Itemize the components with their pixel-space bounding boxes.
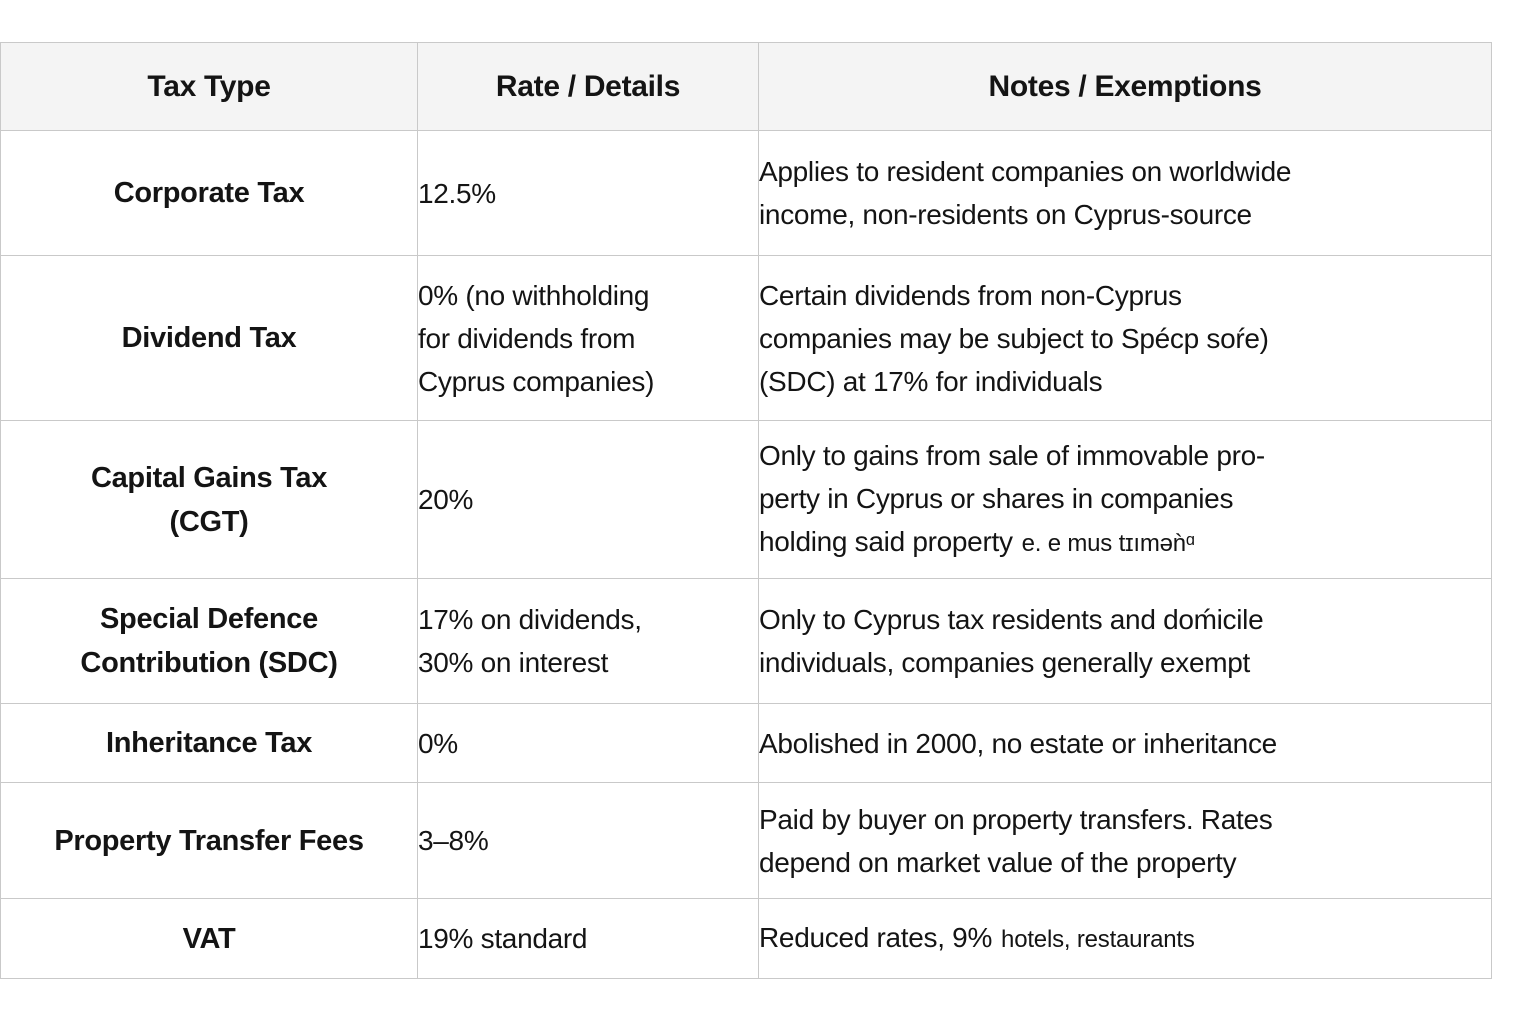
notes-tail-text: holding said property (759, 526, 1013, 557)
rate-cell: 0% (418, 704, 759, 783)
table-row-vat (1, 899, 1492, 979)
notes-cell: Only to gains from sale of immovable pro- perty in Cyprus or shares in companies holding said property e. e mus tɪımǝǹᵅ (759, 421, 1492, 579)
rate-cell: 17% on dividends, 30% on interest (418, 579, 759, 704)
table-row-inheritance-tax (1, 704, 1492, 783)
table-row-property-transfer-fees (1, 783, 1492, 899)
tax-type-cell: Dividend Tax (1, 256, 418, 421)
col-header-tax-type: Tax Type (1, 43, 418, 131)
notes-cell (759, 899, 1492, 979)
tax-type-cell: Special Defence Contribution (SDC) (1, 579, 418, 704)
rate-cell: 12.5% (418, 131, 759, 256)
rate-cell: 19% standard (418, 899, 759, 979)
table-row-capital-gains-tax (1, 421, 1492, 579)
table-row-dividend-tax (1, 256, 1492, 421)
rate-cell: 3–8% (418, 783, 759, 899)
rate-cell: 20% (418, 421, 759, 579)
tax-type-cell: Property Transfer Fees (1, 783, 418, 899)
notes-cell: Only to Cyprus tax residents and doḿicile individuals, companies generally exempt (759, 579, 1492, 704)
header-row (1, 43, 1492, 131)
notes-small-text: hotels, restaurants (1001, 926, 1195, 953)
tax-table (0, 42, 1492, 979)
col-header-notes-exemptions: Notes / Exemptions (759, 43, 1492, 131)
notes-cell: Paid by buyer on property transfers. Rates depend on market value of the property (759, 783, 1492, 899)
notes-cell: Certain dividends from non-Cyprus companies may be subject to Spécp soŕe) (SDC) at 17% for individuals (759, 256, 1492, 421)
table-row-special-defence-contribution (1, 579, 1492, 704)
notes-cell: Applies to resident companies on worldwide income, non-residents on Cyprus-source (759, 131, 1492, 256)
tax-type-cell: Corporate Tax (1, 131, 418, 256)
col-header-rate-details: Rate / Details (418, 43, 759, 131)
tax-type-cell: Inheritance Tax (1, 704, 418, 783)
tax-type-cell: Capital Gains Tax (CGT) (1, 421, 418, 579)
table-row-corporate-tax (1, 131, 1492, 256)
notes-cell: Abolished in 2000, no estate or inheritance (759, 704, 1492, 783)
notes-tail-small-text: e. e mus tɪımǝǹᵅ (1021, 530, 1195, 557)
tax-type-cell: VAT (1, 899, 418, 979)
notes-main-text: Reduced rates, 9% (759, 922, 993, 953)
rate-cell: 0% (no withholding for dividends from Cyprus companies) (418, 256, 759, 421)
